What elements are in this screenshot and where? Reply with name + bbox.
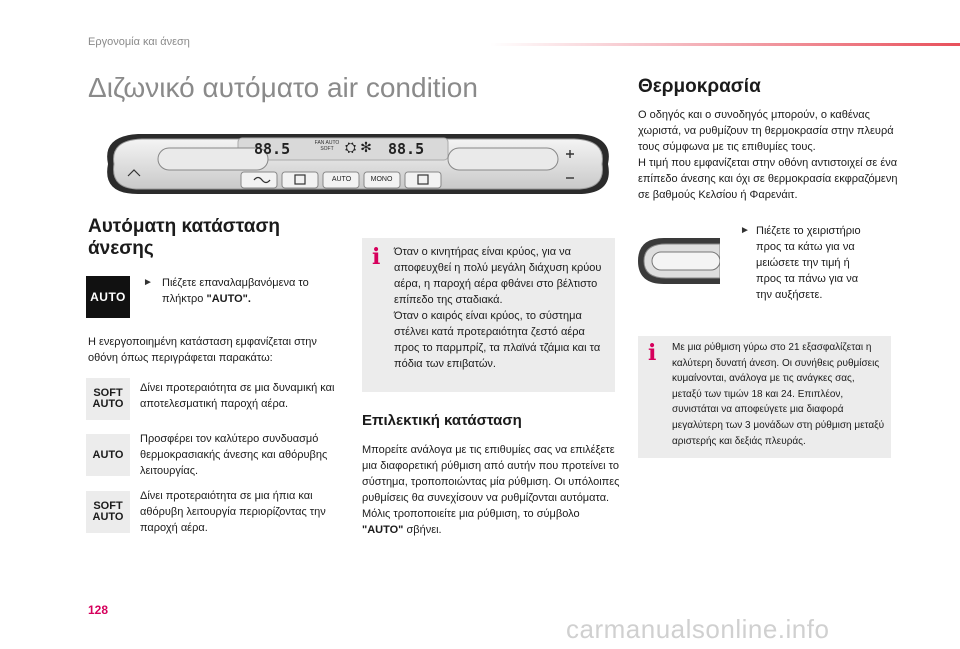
auto-button-badge: AUTO: [86, 276, 130, 318]
page-title: Διζωνικό αυτόματο air condition: [88, 72, 478, 103]
temperature-info-box: [638, 336, 891, 458]
info-icon-2: i: [648, 340, 657, 366]
watermark: carmanualsonline.info: [566, 614, 830, 644]
left-temp-display: 88.5: [254, 140, 291, 158]
cold-info-text: Όταν ο κινητήρας είναι κρύος, για να αποφευχθεί η πολύ μεγάλη διάχυση κρύου αέρα, η παροχή αέρα φθάνει στο βέλτιστο επίπεδο της σταδιακά. Όταν ο καιρός είναι κρύος, το σύστημα στέλνει κατά προτεραιότητα ζεστό αέρα προς το παρμπρίζ, τα πλαϊνά τζάμια και τα πόδια των επιβατών.: [394, 246, 602, 370]
cold-engine-info-box: [362, 238, 615, 392]
auto-intro-text: Η ενεργοποιημένη κατάσταση εμφανίζεται στην οθόνη όπως περιγράφεται παρακάτω:: [88, 336, 317, 364]
header-divider: [490, 43, 960, 46]
soft-auto-quiet-badge: SOFT AUTO: [86, 491, 130, 533]
arrow-bullet-icon: ►: [143, 277, 153, 288]
right-temp-display: 88.5: [388, 140, 425, 158]
fan-icon: ⛭ ✻: [345, 139, 372, 155]
auto-panel-button[interactable]: AUTO: [331, 176, 352, 183]
temperature-instruction: Πιέζετε το χειριστήριο προς τα κάτω για να μειώσετε την τιμή ή προς τα πάνω για να την αυξήσετε.: [756, 225, 861, 301]
mode-desc-dynamic: Δίνει προτεραιότητα σε μια δυναμική και αποτελεσματική παροχή αέρα.: [140, 382, 335, 410]
climate-panel-illustration: [98, 128, 618, 200]
temperature-heading: Θερμοκρασία: [638, 76, 761, 97]
selective-mode-heading: Επιλεκτική κατάσταση: [362, 412, 522, 429]
temperature-text: Ο οδηγός και ο συνοδηγός μπορούν, ο καθένας χωριστά, να ρυθμίζουν τη θερμοκρασία στην πλευρά τους σύμφωνα με τις επιθυμίες τους. Η τιμή που εμφανίζεται στην οθόνη αντιστοιχεί σε ένα επίπεδο άνεσης και όχι σε θερμοκρασία εκφραζόμενη σε βαθμούς Κελσίου ή Φαρενάιτ.: [638, 109, 898, 201]
temp-info-text: Με μια ρύθμιση γύρω στο 21 εξασφαλίζεται η καλύτερη δυνατή άνεση. Οι συνήθεις ρυθμίσεις κυμαίνονται, ανάλογα με τις ανάγκες σας, μεταξύ των τιμών 18 και 24. Επιπλέον, συνιστάται να αποφεύγετε μια διαφορά μεγαλύτερη των 3 μονάδων στη ρύθμιση μεταξύ αριστερής και δεξιάς πλευράς.: [672, 342, 885, 447]
arrow-bullet-icon-2: ►: [740, 225, 750, 236]
mode-desc-quiet: Δίνει προτεραιότητα σε μια ήπια και αθόρυβη λειτουργία περιορίζοντας την παροχή αέρα.: [140, 490, 326, 534]
auto-press-instruction: Πιέζετε επαναλαμβανόμενα το πλήκτρο "AUTO".: [162, 277, 309, 305]
mono-panel-button[interactable]: MONO: [370, 176, 393, 183]
auto-badge: AUTO: [86, 434, 130, 476]
info-icon: i: [372, 244, 381, 270]
page-number: 128: [88, 603, 109, 617]
soft-auto-badge: SOFT AUTO: [86, 378, 130, 420]
selective-mode-text: Μπορείτε ανάλογα με τις επιθυμίες σας να επιλέξετε μια διαφορετική ρύθμιση από αυτήν που προτείνει το σύστημα, τροποποιώντας μία ρύθμιση. Οι υπόλοιπες ρυθμίσεις θα συνεχίσουν να ρυθμίζονται αυτόματα. Μόλις τροποποιείτε μια ρύθμιση, το σύμβολο "AUTO" σβήνει.: [362, 444, 620, 536]
mode-indicator: FAN AUTO SOFT: [314, 140, 340, 152]
section-label: Εργονομία και άνεση: [88, 36, 190, 48]
temperature-control-illustration: [634, 230, 720, 292]
auto-mode-heading: Αυτόματη κατάσταση άνεσης: [88, 216, 281, 259]
mode-desc-balanced: Προσφέρει τον καλύτερο συνδυασμό θερμοκρασιακής άνεσης και αθόρυβης λειτουργίας.: [140, 433, 328, 477]
